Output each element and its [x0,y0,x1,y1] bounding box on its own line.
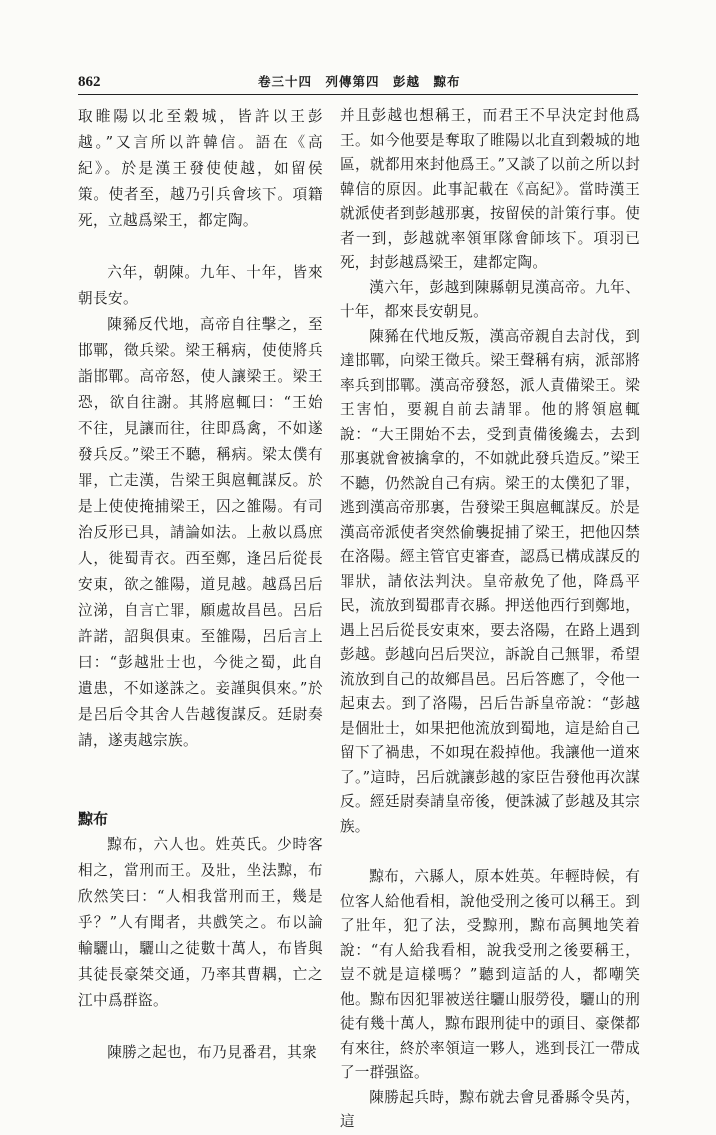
classical-paragraph-1: 取睢陽以北至穀城，皆許以王彭越。”又言所以許韓信。語在《高紀》。於是漢王發使使越，如留侯策。使者至，越乃引兵會垓下。項籍死，立越爲梁王，都定陶。 [78,108,323,229]
translation-paragraph-4: 黥布，六縣人，原本姓英。年輕時候，有位客人給他看相，說他受刑之後可以稱王。到了壯年，犯了法，受黥刑，黥布高興地笑着說：“有人給我看相，說我受刑之後要稱王，豈不就是這樣嗎？”聽到這話的人，都嘲笑他。黥布因犯罪被送往驪山服勞役，驪山的刑徒有幾十萬人，黥布跟刑徒中的頭目、豪傑都有來往，終於率領這一夥人，逃到長江一帶成了一群强盜。 [340,868,640,1081]
page-header [78,72,638,94]
classical-paragraph-4: 黥布，六人也。姓英氏。少時客相之，當刑而王。及壯，坐法黥，布欣然笑曰：“人相我當刑而王，幾是乎？”人有聞者，共戲笑之。布以論輸驪山，驪山之徒數十萬人，布皆與其徒長豪桀交通，乃率其曹耦，亡之江中爲群盜。 [78,836,323,1009]
translation-paragraph-3: 陳豨在代地反叛，漢高帝親自去討伐，到達邯鄲，向梁王徵兵。梁王聲稱有病，派部將率兵到邯鄲。漢高帝發怒，派人責備梁王。梁王害怕，要親自前去請罪。他的將領扈輒說：“大王開始不去，受到責備後纔去，去到那裏就會被擒拿的，不如就此發兵造反。”梁王不聽，仍然說自己有病。梁王的太僕犯了罪，逃到漢高帝那裏，告發梁王與扈輒謀反。於是漢高帝派使者突然偷襲捉捕了梁王，把他囚禁在洛陽。經主管官吏審查，認爲已構成謀反的罪狀，請依法判決。皇帝赦免了他，降爲平民，流放到蜀郡青衣縣。押送他西行到鄭地，遇上呂后從長安東來，要去洛陽，在路上遇到彭越。彭越向呂后哭泣，訴說自己無罪，希望流放到自己的故鄉昌邑。呂后答應了，令他一起東去。到了洛陽，呂后告訴皇帝說：“彭越是個壯士，如果把他流放到蜀地，這是給自己留下了禍患，不如現在殺掉他。我讓他一道來了。”這時，呂后就讓彭越的家臣告發他再次謀反。經廷尉奏請皇帝後，便誅滅了彭越及其宗族。 [340,327,640,835]
classical-paragraph-3: 陳豨反代地，高帝自往擊之，至邯鄲，徵兵梁。梁王稱病，使使將兵詣邯鄲。高帝怒，使人讓梁王。梁王恐，欲自往謝。其將扈輒曰：“王始不往，見讓而往，往即爲禽，不如遂發兵反。”梁王不聽，稱病。梁太僕有罪，亡走漢，告梁王與扈輒謀反。於是上使使掩捕梁王，囚之雒陽。有司治反形已具，請論如法。上赦以爲庶人，徙蜀青衣。西至鄭，逢呂后從長安東，欲之雒陽，道見越。越爲呂后泣涕，自言亡罪，願處故昌邑。呂后許諾，詔與俱東。至雒陽，呂后言上曰：“彭越壯士也，今徙之蜀，此自遺患，不如遂誅之。妾謹與俱來。”於是呂后令其舍人告越復謀反。廷尉奏請，遂夷越宗族。 [78,316,323,749]
translation-paragraph-2: 漢六年，彭越到陳縣朝見漢高帝。九年、十年，都來長安朝見。 [340,278,640,320]
translation-column [340,104,640,1135]
classical-paragraph-2: 六年，朝陳。九年、十年，皆來朝長安。 [78,264,323,307]
classical-text-column [78,104,323,1066]
section-title: 黥布 [78,810,109,828]
translation-paragraph-5: 陳勝起兵時，黥布就去會見番縣令吳芮，這 [340,1088,640,1130]
header-rule [78,94,638,95]
running-head: 卷三十四 列傳第四 彭越 黥布 [258,74,461,89]
classical-paragraph-5: 陳勝之起也，布乃見番君，其衆 [107,1044,318,1061]
translation-paragraph-1: 并且彭越也想稱王，而君王不早決定封他爲王。如今他要是奪取了睢陽以北直到穀城的地區，就都用來封他爲王。”又談了以前之所以封韓信的原因。此事記載在《高紀》。當時漢王就派使者到彭越那裏，按留侯的計策行事。使者一到，彭越就率領軍隊會師垓下。項羽已死，封彭越爲梁王，建都定陶。 [340,107,640,271]
page-number: 862 [78,74,101,90]
